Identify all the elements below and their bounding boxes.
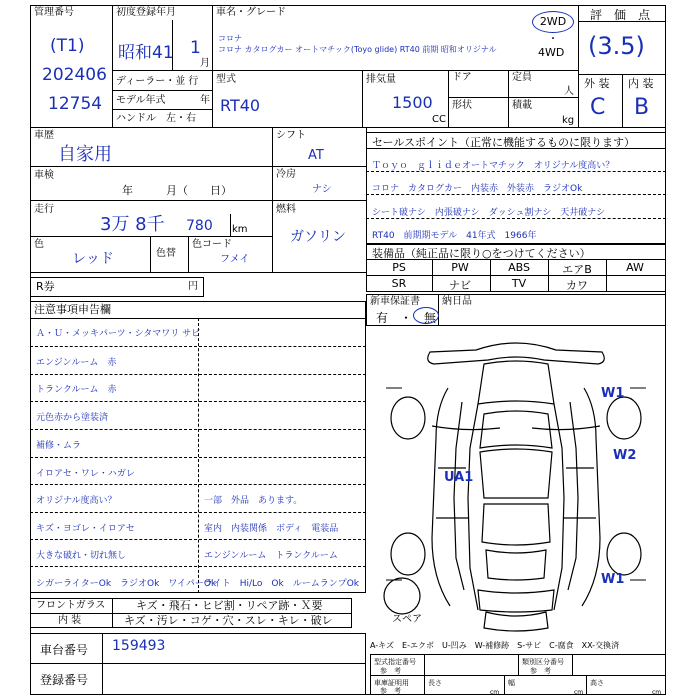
model-year-unit: 年	[200, 95, 210, 106]
name-label: 車名・グレード	[216, 7, 286, 18]
shodo-month-unit: 月	[200, 58, 210, 69]
note-left-6: イロアセ・ワレ・ハガレ	[36, 469, 135, 479]
registration-label: 登録番号	[40, 673, 89, 687]
damage-mark-w1-bottom: W1	[601, 572, 625, 587]
equip-navi: ナビ	[449, 279, 471, 292]
displacement-unit: CC	[432, 114, 446, 125]
sales-point-4: RT40 前期期モデル 41年式 1966年	[372, 231, 537, 241]
kanri-code: (T1)	[50, 36, 85, 56]
fuel-value: ガソリン	[290, 229, 346, 245]
fuel-label: 燃料	[276, 204, 296, 215]
width-label: 幅	[508, 679, 515, 687]
damage-legend: A-キズ E-エクボ U-凹み W-補修跡 S-サビ C-腐食 XX-交換済	[370, 641, 620, 650]
capacity-unit: 人	[564, 86, 574, 97]
equip-leather: カワ	[566, 279, 588, 292]
drive-2wd	[532, 11, 574, 33]
load-unit: kg	[562, 115, 575, 126]
note-left-9: 大きな破れ・切れ無し	[36, 551, 127, 561]
note-right-7: 一部 外品 あります。	[204, 496, 303, 506]
note-right-8: 室内 内装関係 ボディ 電装品	[204, 524, 339, 534]
type-label: 型式	[216, 74, 236, 85]
equip-abs: ABS	[508, 261, 530, 274]
spare-label: スペア	[392, 614, 422, 625]
color-code-label: 色コード	[192, 239, 232, 250]
note-left-3: トランクルーム 赤	[36, 385, 117, 395]
color-change-label: 色替	[156, 248, 176, 259]
history-value: 自家用	[58, 144, 112, 165]
r-ticket-unit: 円	[188, 281, 198, 292]
equip-airbag: エアB	[562, 263, 592, 276]
warranty-value: 有 ・ 無	[376, 311, 437, 325]
sales-point-1: Ｔｏｙｏ ｇｌｉｄｅオートマチック オリジナル度高い？	[372, 161, 615, 171]
damage-mark-ua1: UA1	[444, 470, 474, 485]
shape-label: 形状	[452, 100, 472, 111]
history-label: 車歴	[34, 130, 54, 141]
drive-separator: ・	[548, 34, 558, 45]
mileage-value: 3万 8千	[100, 214, 165, 235]
height-label: 高さ	[590, 679, 604, 687]
mileage-unit: km	[232, 224, 248, 235]
shaken-label: 車検	[34, 170, 54, 181]
model-year-label: モデル年式	[116, 95, 166, 106]
eval-value: (3.5)	[588, 32, 645, 60]
r-ticket-label: R券	[36, 280, 55, 293]
note-left-1: Ａ・Ｕ・メッキパーツ・シタマワリ サビ	[36, 329, 201, 339]
mileage-label: 走行	[34, 204, 54, 215]
note-left-5: 補修・ムラ	[36, 441, 82, 451]
shift-value: AT	[308, 148, 324, 163]
delivery-label: 納日品	[442, 296, 472, 307]
car-diagram	[366, 328, 666, 634]
ref-class-sub: 参 考	[530, 667, 551, 675]
eval-label: 評 価 点	[590, 8, 651, 22]
mileage-sub: 780	[186, 218, 213, 234]
name-line1: コロナ	[218, 34, 242, 43]
ref-type-label: 型式指定番号	[374, 658, 416, 666]
ref-type-sub: 参 考	[380, 667, 401, 675]
ext-value: C	[590, 95, 606, 120]
door-label: ドア	[452, 72, 472, 83]
capacity-label: 定員	[512, 72, 532, 83]
warranty-circle	[413, 307, 439, 324]
interior-label: 内 装	[58, 615, 82, 626]
color-code-value: フメイ	[220, 254, 250, 265]
front-glass-label: フロントガラス	[36, 600, 106, 611]
int-value: B	[634, 95, 650, 120]
note-left-8: キズ・ヨゴレ・イロアセ	[36, 524, 135, 534]
ref-class-label: 類別区分番号	[522, 658, 564, 666]
kanri-number-1: 202406	[42, 65, 107, 85]
handle-label: ハンドル 左・右	[116, 113, 196, 124]
equip-aw: AW	[626, 261, 644, 274]
shodo-era: 昭和41	[118, 43, 174, 63]
width-unit: cm	[574, 689, 584, 696]
sales-point-2: コロナ カタログカー 内装赤 外装赤 ラジオOk	[372, 184, 583, 194]
displacement-value: 1500	[392, 93, 433, 112]
drive-2wd-text: 2WD	[539, 15, 567, 28]
note-left-2: エンジンルーム 赤	[36, 358, 117, 368]
cert-label: 車庫証明用	[374, 679, 409, 687]
displacement-label: 排気量	[366, 74, 396, 85]
equip-tv: TV	[511, 277, 527, 290]
equip-sr: SR	[391, 277, 407, 290]
int-label: 内 装	[628, 77, 654, 90]
ac-value: ナシ	[312, 184, 332, 195]
note-left-4: 元色赤から塗装済	[36, 413, 109, 423]
chassis-label: 車台番号	[40, 643, 89, 657]
note-right-9: エンジンルーム トランクルーム	[204, 551, 338, 561]
note-left-7: オリジナル度高い？	[36, 496, 117, 506]
shodo-month: 1	[190, 38, 201, 58]
drive-4wd: 4WD	[538, 46, 565, 59]
ext-label: 外 装	[584, 77, 610, 90]
damage-mark-w2: W2	[613, 448, 637, 463]
sales-point-3: シート破ナシ 内張破ナシ ダッシュ割ナシ 天井破ナシ	[372, 208, 606, 218]
name-line2: コロナ カタログカー オートマチック(Toyo glide) RT40 前期 昭和オリジナル	[218, 45, 497, 54]
length-label: 長さ	[428, 679, 442, 687]
equip-pw: PW	[451, 261, 469, 274]
warranty-label: 新車保証書	[370, 296, 420, 307]
dealer-label: ディーラー・並 行	[116, 76, 199, 87]
front-glass-value: キズ・飛石・ヒビ割・リペア跡・Ｘ要	[136, 599, 323, 612]
sales-title: セールスポイント（正常に機能するものに限ります）	[372, 136, 636, 149]
equipment-title: 装備品（純正品に限り○をつけてください）	[372, 247, 591, 260]
notes-title: 注意事項申告欄	[34, 303, 111, 316]
color-value: レッド	[72, 251, 114, 267]
cert-sub: 参 考	[380, 687, 401, 695]
note-right-10: ライト Hi/Lo Ok ルームランプOk	[204, 579, 359, 589]
equip-ps: PS	[392, 261, 406, 274]
color-label: 色	[34, 239, 44, 250]
load-label: 積載	[512, 100, 532, 111]
shift-label: シフト	[276, 130, 306, 141]
shodo-label: 初度登録年月	[116, 7, 176, 18]
kanri-number-2: 12754	[48, 94, 103, 114]
interior-value: キズ・汚レ・コゲ・穴・スレ・キレ・破レ	[124, 614, 333, 627]
shaken-text: 年 月（ 日）	[122, 184, 232, 197]
chassis-value: 159493	[112, 638, 166, 654]
damage-mark-w1-top: W1	[601, 386, 625, 401]
kanri-label: 管理番号	[34, 7, 74, 18]
height-unit: cm	[652, 689, 662, 696]
ac-label: 冷房	[276, 169, 296, 180]
r-ticket-box	[30, 277, 204, 297]
type-value: RT40	[220, 96, 261, 115]
length-unit: cm	[490, 689, 500, 696]
note-left-10: シガーライターOk ラジオOk ワイパーOk	[36, 579, 217, 589]
